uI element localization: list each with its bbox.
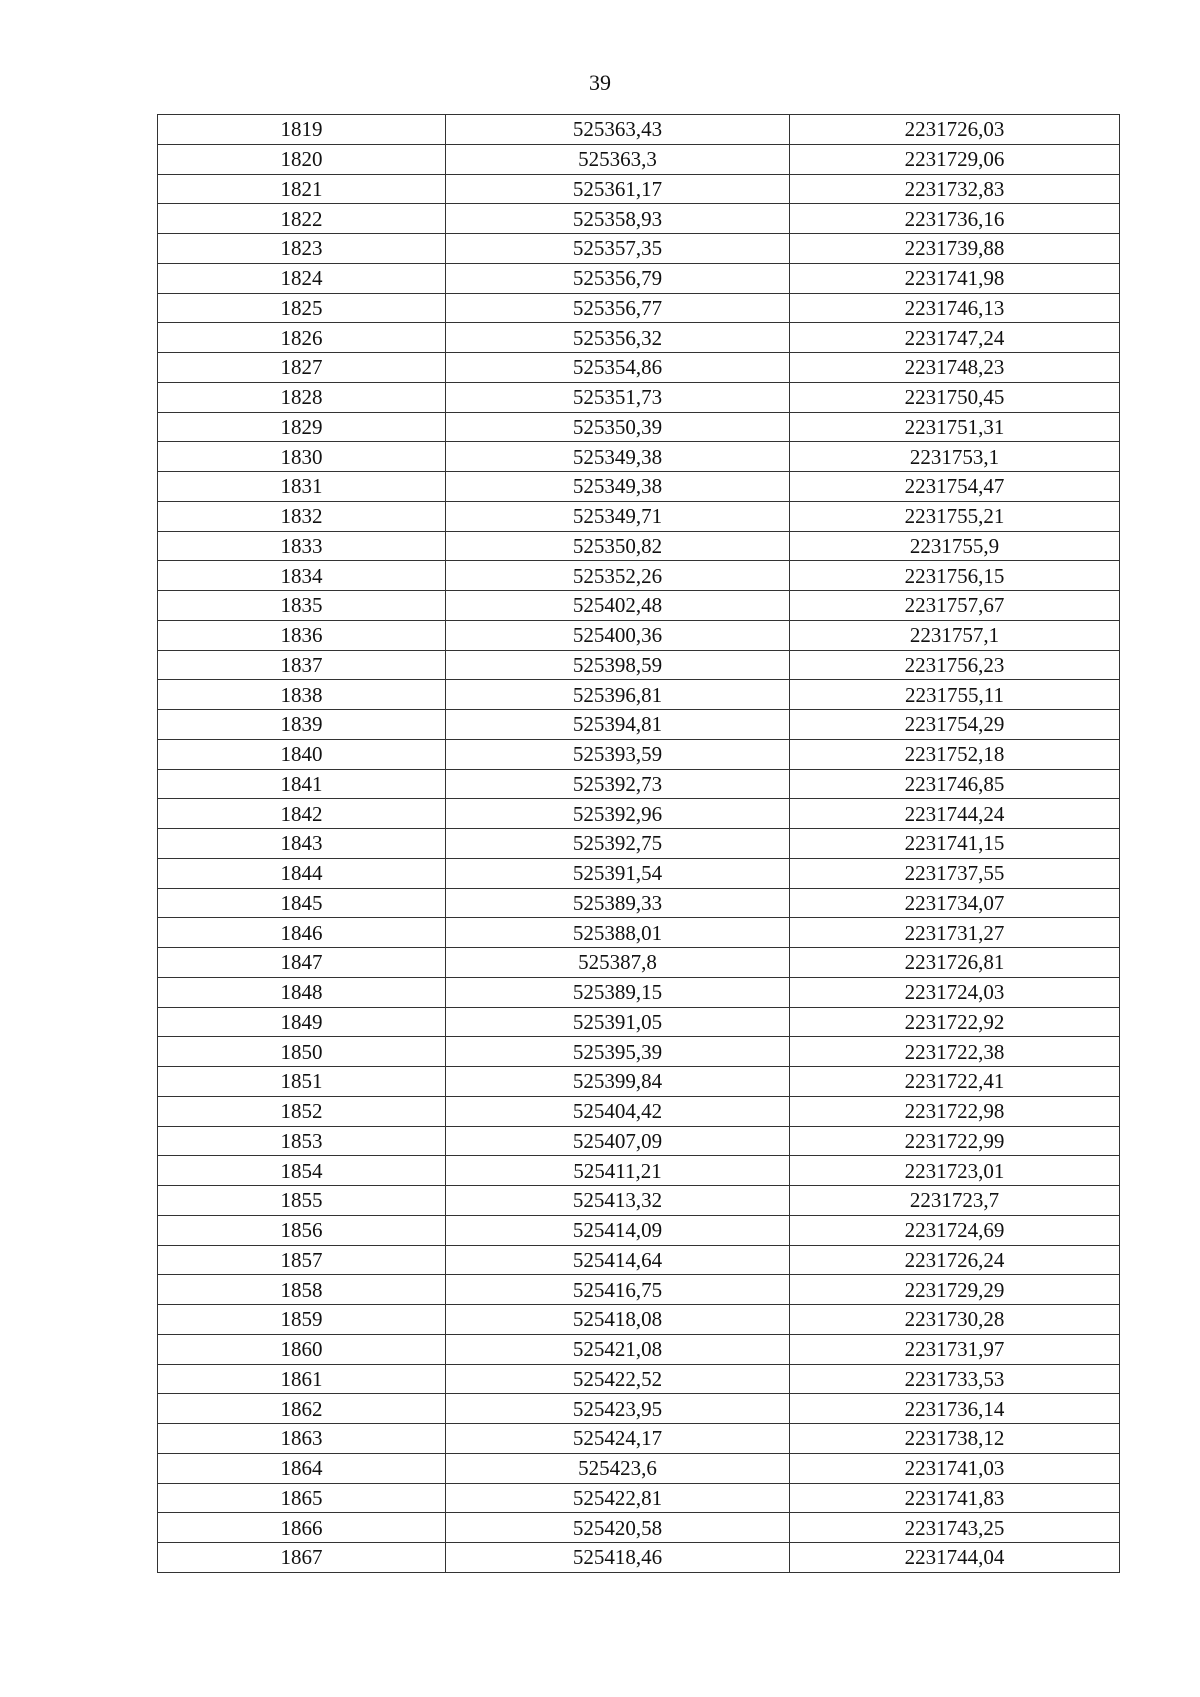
y-coordinate-cell: 2231722,92 bbox=[790, 1007, 1120, 1037]
table-row bbox=[158, 1513, 1120, 1543]
table-row bbox=[158, 293, 1120, 323]
table-row bbox=[158, 442, 1120, 472]
table-row bbox=[158, 412, 1120, 442]
point-number-cell: 1841 bbox=[158, 769, 446, 799]
point-number-cell: 1845 bbox=[158, 888, 446, 918]
y-coordinate-cell: 2231741,03 bbox=[790, 1453, 1120, 1483]
point-number-cell: 1834 bbox=[158, 561, 446, 591]
y-coordinate-cell: 2231722,99 bbox=[790, 1126, 1120, 1156]
y-coordinate-cell: 2231746,85 bbox=[790, 769, 1120, 799]
point-number-cell: 1821 bbox=[158, 174, 446, 204]
table-row bbox=[158, 204, 1120, 234]
point-number-cell: 1829 bbox=[158, 412, 446, 442]
point-number-cell: 1865 bbox=[158, 1483, 446, 1513]
coordinates-table bbox=[157, 114, 1120, 1573]
x-coordinate-cell: 525389,15 bbox=[446, 977, 790, 1007]
point-number-cell: 1835 bbox=[158, 591, 446, 621]
x-coordinate-cell: 525395,39 bbox=[446, 1037, 790, 1067]
x-coordinate-cell: 525350,82 bbox=[446, 531, 790, 561]
x-coordinate-cell: 525358,93 bbox=[446, 204, 790, 234]
y-coordinate-cell: 2231737,55 bbox=[790, 858, 1120, 888]
y-coordinate-cell: 2231739,88 bbox=[790, 234, 1120, 264]
x-coordinate-cell: 525423,95 bbox=[446, 1394, 790, 1424]
x-coordinate-cell: 525398,59 bbox=[446, 650, 790, 680]
y-coordinate-cell: 2231736,14 bbox=[790, 1394, 1120, 1424]
table-row bbox=[158, 1215, 1120, 1245]
table-row bbox=[158, 1126, 1120, 1156]
y-coordinate-cell: 2231747,24 bbox=[790, 323, 1120, 353]
table-row bbox=[158, 1543, 1120, 1573]
x-coordinate-cell: 525422,81 bbox=[446, 1483, 790, 1513]
table-row bbox=[158, 977, 1120, 1007]
x-coordinate-cell: 525349,38 bbox=[446, 472, 790, 502]
point-number-cell: 1848 bbox=[158, 977, 446, 1007]
point-number-cell: 1842 bbox=[158, 799, 446, 829]
table-row bbox=[158, 1334, 1120, 1364]
table-row bbox=[158, 353, 1120, 383]
x-coordinate-cell: 525407,09 bbox=[446, 1126, 790, 1156]
x-coordinate-cell: 525389,33 bbox=[446, 888, 790, 918]
x-coordinate-cell: 525349,71 bbox=[446, 501, 790, 531]
x-coordinate-cell: 525357,35 bbox=[446, 234, 790, 264]
x-coordinate-cell: 525423,6 bbox=[446, 1453, 790, 1483]
table-row bbox=[158, 472, 1120, 502]
table-row bbox=[158, 1156, 1120, 1186]
y-coordinate-cell: 2231753,1 bbox=[790, 442, 1120, 472]
table-row bbox=[158, 680, 1120, 710]
y-coordinate-cell: 2231722,38 bbox=[790, 1037, 1120, 1067]
table-row bbox=[158, 888, 1120, 918]
table-row bbox=[158, 1305, 1120, 1335]
y-coordinate-cell: 2231722,98 bbox=[790, 1096, 1120, 1126]
y-coordinate-cell: 2231744,24 bbox=[790, 799, 1120, 829]
y-coordinate-cell: 2231726,24 bbox=[790, 1245, 1120, 1275]
point-number-cell: 1867 bbox=[158, 1543, 446, 1573]
x-coordinate-cell: 525356,79 bbox=[446, 263, 790, 293]
point-number-cell: 1833 bbox=[158, 531, 446, 561]
y-coordinate-cell: 2231726,81 bbox=[790, 948, 1120, 978]
table-row bbox=[158, 620, 1120, 650]
y-coordinate-cell: 2231754,47 bbox=[790, 472, 1120, 502]
point-number-cell: 1822 bbox=[158, 204, 446, 234]
x-coordinate-cell: 525387,8 bbox=[446, 948, 790, 978]
x-coordinate-cell: 525392,75 bbox=[446, 829, 790, 859]
table-row bbox=[158, 174, 1120, 204]
point-number-cell: 1844 bbox=[158, 858, 446, 888]
point-number-cell: 1831 bbox=[158, 472, 446, 502]
point-number-cell: 1863 bbox=[158, 1424, 446, 1454]
x-coordinate-cell: 525349,38 bbox=[446, 442, 790, 472]
x-coordinate-cell: 525388,01 bbox=[446, 918, 790, 948]
x-coordinate-cell: 525394,81 bbox=[446, 710, 790, 740]
table-row bbox=[158, 1453, 1120, 1483]
y-coordinate-cell: 2231731,27 bbox=[790, 918, 1120, 948]
table-row bbox=[158, 858, 1120, 888]
point-number-cell: 1854 bbox=[158, 1156, 446, 1186]
x-coordinate-cell: 525416,75 bbox=[446, 1275, 790, 1305]
y-coordinate-cell: 2231731,97 bbox=[790, 1334, 1120, 1364]
table-row bbox=[158, 1007, 1120, 1037]
y-coordinate-cell: 2231724,69 bbox=[790, 1215, 1120, 1245]
point-number-cell: 1856 bbox=[158, 1215, 446, 1245]
y-coordinate-cell: 2231729,29 bbox=[790, 1275, 1120, 1305]
point-number-cell: 1826 bbox=[158, 323, 446, 353]
table-row bbox=[158, 948, 1120, 978]
x-coordinate-cell: 525356,32 bbox=[446, 323, 790, 353]
table-row bbox=[158, 234, 1120, 264]
table-row bbox=[158, 1186, 1120, 1216]
x-coordinate-cell: 525363,3 bbox=[446, 144, 790, 174]
y-coordinate-cell: 2231751,31 bbox=[790, 412, 1120, 442]
table-row bbox=[158, 1275, 1120, 1305]
x-coordinate-cell: 525392,73 bbox=[446, 769, 790, 799]
coordinates-table-body bbox=[158, 115, 1120, 1573]
table-row bbox=[158, 829, 1120, 859]
point-number-cell: 1846 bbox=[158, 918, 446, 948]
table-row bbox=[158, 1245, 1120, 1275]
table-row bbox=[158, 650, 1120, 680]
x-coordinate-cell: 525393,59 bbox=[446, 739, 790, 769]
point-number-cell: 1843 bbox=[158, 829, 446, 859]
y-coordinate-cell: 2231723,7 bbox=[790, 1186, 1120, 1216]
table-row bbox=[158, 591, 1120, 621]
table-row bbox=[158, 115, 1120, 145]
y-coordinate-cell: 2231732,83 bbox=[790, 174, 1120, 204]
y-coordinate-cell: 2231726,03 bbox=[790, 115, 1120, 145]
x-coordinate-cell: 525418,08 bbox=[446, 1305, 790, 1335]
point-number-cell: 1840 bbox=[158, 739, 446, 769]
x-coordinate-cell: 525396,81 bbox=[446, 680, 790, 710]
point-number-cell: 1864 bbox=[158, 1453, 446, 1483]
y-coordinate-cell: 2231755,9 bbox=[790, 531, 1120, 561]
y-coordinate-cell: 2231723,01 bbox=[790, 1156, 1120, 1186]
y-coordinate-cell: 2231724,03 bbox=[790, 977, 1120, 1007]
x-coordinate-cell: 525354,86 bbox=[446, 353, 790, 383]
x-coordinate-cell: 525413,32 bbox=[446, 1186, 790, 1216]
point-number-cell: 1823 bbox=[158, 234, 446, 264]
table-row bbox=[158, 323, 1120, 353]
point-number-cell: 1853 bbox=[158, 1126, 446, 1156]
y-coordinate-cell: 2231746,13 bbox=[790, 293, 1120, 323]
point-number-cell: 1852 bbox=[158, 1096, 446, 1126]
y-coordinate-cell: 2231744,04 bbox=[790, 1543, 1120, 1573]
table-row bbox=[158, 769, 1120, 799]
point-number-cell: 1825 bbox=[158, 293, 446, 323]
point-number-cell: 1828 bbox=[158, 382, 446, 412]
y-coordinate-cell: 2231752,18 bbox=[790, 739, 1120, 769]
point-number-cell: 1832 bbox=[158, 501, 446, 531]
point-number-cell: 1830 bbox=[158, 442, 446, 472]
table-row bbox=[158, 531, 1120, 561]
y-coordinate-cell: 2231755,11 bbox=[790, 680, 1120, 710]
y-coordinate-cell: 2231757,67 bbox=[790, 591, 1120, 621]
point-number-cell: 1861 bbox=[158, 1364, 446, 1394]
table-row bbox=[158, 710, 1120, 740]
y-coordinate-cell: 2231756,15 bbox=[790, 561, 1120, 591]
table-row bbox=[158, 1037, 1120, 1067]
x-coordinate-cell: 525420,58 bbox=[446, 1513, 790, 1543]
point-number-cell: 1855 bbox=[158, 1186, 446, 1216]
point-number-cell: 1837 bbox=[158, 650, 446, 680]
y-coordinate-cell: 2231734,07 bbox=[790, 888, 1120, 918]
point-number-cell: 1847 bbox=[158, 948, 446, 978]
x-coordinate-cell: 525414,64 bbox=[446, 1245, 790, 1275]
y-coordinate-cell: 2231741,98 bbox=[790, 263, 1120, 293]
y-coordinate-cell: 2231736,16 bbox=[790, 204, 1120, 234]
y-coordinate-cell: 2231741,15 bbox=[790, 829, 1120, 859]
table-row bbox=[158, 1067, 1120, 1097]
table-row bbox=[158, 501, 1120, 531]
x-coordinate-cell: 525418,46 bbox=[446, 1543, 790, 1573]
y-coordinate-cell: 2231756,23 bbox=[790, 650, 1120, 680]
y-coordinate-cell: 2231755,21 bbox=[790, 501, 1120, 531]
x-coordinate-cell: 525400,36 bbox=[446, 620, 790, 650]
point-number-cell: 1866 bbox=[158, 1513, 446, 1543]
y-coordinate-cell: 2231757,1 bbox=[790, 620, 1120, 650]
point-number-cell: 1858 bbox=[158, 1275, 446, 1305]
table-row bbox=[158, 263, 1120, 293]
x-coordinate-cell: 525411,21 bbox=[446, 1156, 790, 1186]
point-number-cell: 1860 bbox=[158, 1334, 446, 1364]
x-coordinate-cell: 525404,42 bbox=[446, 1096, 790, 1126]
y-coordinate-cell: 2231730,28 bbox=[790, 1305, 1120, 1335]
point-number-cell: 1836 bbox=[158, 620, 446, 650]
point-number-cell: 1850 bbox=[158, 1037, 446, 1067]
point-number-cell: 1859 bbox=[158, 1305, 446, 1335]
y-coordinate-cell: 2231722,41 bbox=[790, 1067, 1120, 1097]
table-row bbox=[158, 799, 1120, 829]
table-row bbox=[158, 144, 1120, 174]
table-row bbox=[158, 918, 1120, 948]
point-number-cell: 1838 bbox=[158, 680, 446, 710]
point-number-cell: 1827 bbox=[158, 353, 446, 383]
x-coordinate-cell: 525422,52 bbox=[446, 1364, 790, 1394]
point-number-cell: 1849 bbox=[158, 1007, 446, 1037]
x-coordinate-cell: 525361,17 bbox=[446, 174, 790, 204]
point-number-cell: 1819 bbox=[158, 115, 446, 145]
point-number-cell: 1820 bbox=[158, 144, 446, 174]
point-number-cell: 1851 bbox=[158, 1067, 446, 1097]
table-row bbox=[158, 1364, 1120, 1394]
x-coordinate-cell: 525350,39 bbox=[446, 412, 790, 442]
table-row bbox=[158, 1096, 1120, 1126]
table-row bbox=[158, 1424, 1120, 1454]
x-coordinate-cell: 525392,96 bbox=[446, 799, 790, 829]
x-coordinate-cell: 525424,17 bbox=[446, 1424, 790, 1454]
x-coordinate-cell: 525351,73 bbox=[446, 382, 790, 412]
y-coordinate-cell: 2231743,25 bbox=[790, 1513, 1120, 1543]
point-number-cell: 1857 bbox=[158, 1245, 446, 1275]
x-coordinate-cell: 525421,08 bbox=[446, 1334, 790, 1364]
y-coordinate-cell: 2231738,12 bbox=[790, 1424, 1120, 1454]
x-coordinate-cell: 525356,77 bbox=[446, 293, 790, 323]
y-coordinate-cell: 2231754,29 bbox=[790, 710, 1120, 740]
y-coordinate-cell: 2231750,45 bbox=[790, 382, 1120, 412]
table-row bbox=[158, 561, 1120, 591]
x-coordinate-cell: 525363,43 bbox=[446, 115, 790, 145]
x-coordinate-cell: 525352,26 bbox=[446, 561, 790, 591]
point-number-cell: 1824 bbox=[158, 263, 446, 293]
x-coordinate-cell: 525399,84 bbox=[446, 1067, 790, 1097]
y-coordinate-cell: 2231748,23 bbox=[790, 353, 1120, 383]
point-number-cell: 1839 bbox=[158, 710, 446, 740]
x-coordinate-cell: 525391,05 bbox=[446, 1007, 790, 1037]
table-row bbox=[158, 1394, 1120, 1424]
table-row bbox=[158, 1483, 1120, 1513]
y-coordinate-cell: 2231733,53 bbox=[790, 1364, 1120, 1394]
x-coordinate-cell: 525391,54 bbox=[446, 858, 790, 888]
table-row bbox=[158, 739, 1120, 769]
table-row bbox=[158, 382, 1120, 412]
x-coordinate-cell: 525414,09 bbox=[446, 1215, 790, 1245]
point-number-cell: 1862 bbox=[158, 1394, 446, 1424]
x-coordinate-cell: 525402,48 bbox=[446, 591, 790, 621]
y-coordinate-cell: 2231741,83 bbox=[790, 1483, 1120, 1513]
y-coordinate-cell: 2231729,06 bbox=[790, 144, 1120, 174]
page-number: 39 bbox=[589, 70, 611, 95]
